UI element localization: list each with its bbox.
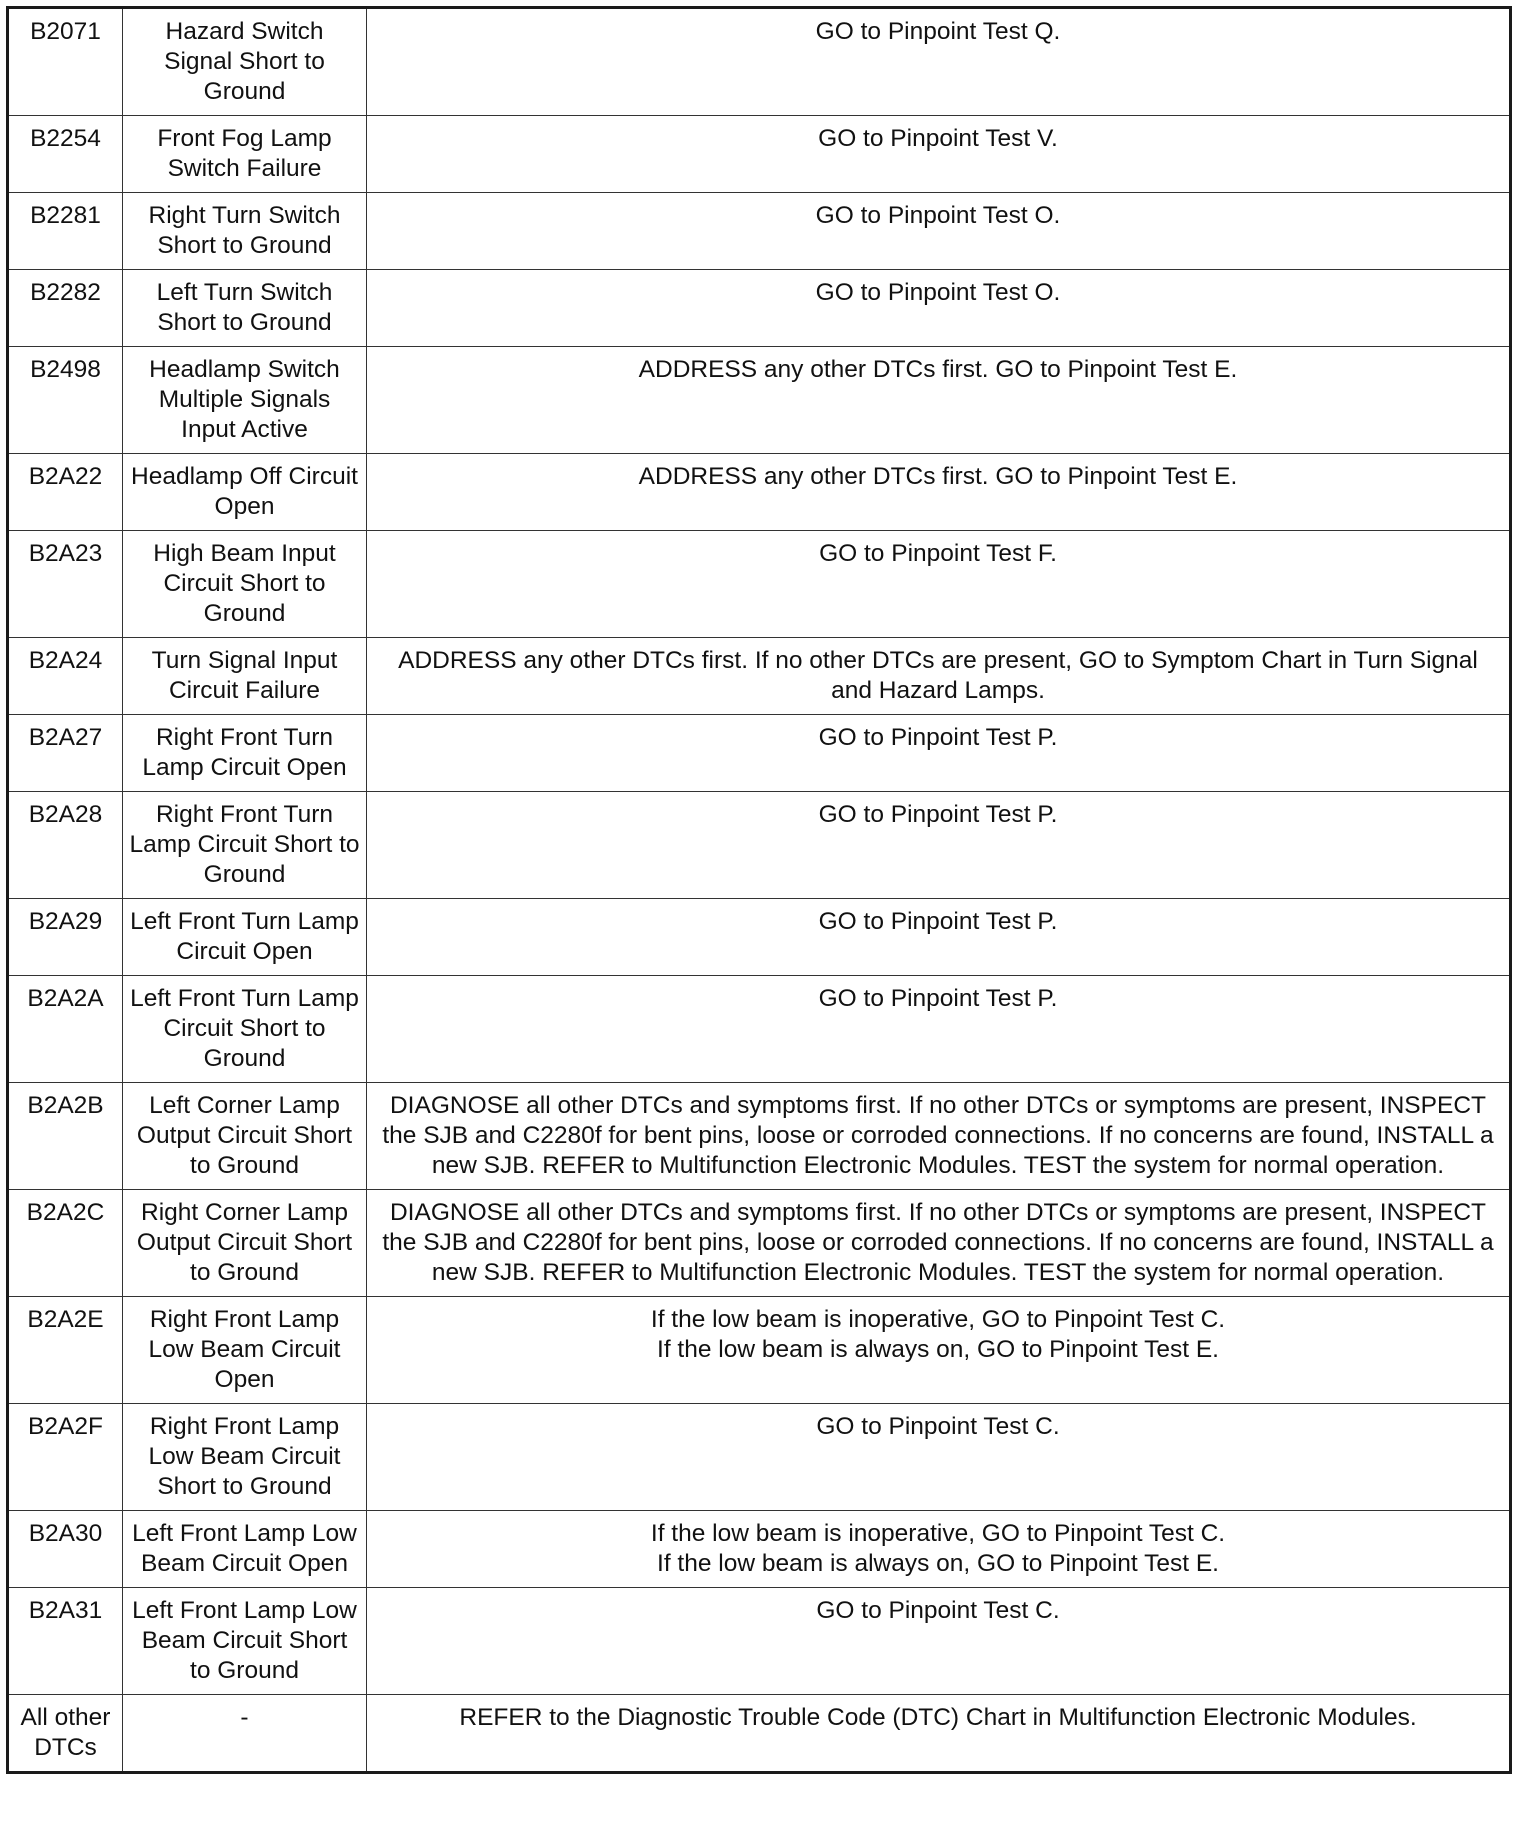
table-row: [8, 1588, 1511, 1695]
table-row: [8, 1404, 1511, 1511]
dtc-code-cell: B2A28: [8, 792, 123, 899]
dtc-action-cell: GO to Pinpoint Test Q.: [367, 8, 1511, 116]
dtc-action-cell: If the low beam is inoperative, GO to Pinpoint Test C. If the low beam is always on, GO to Pinpoint Test E.: [367, 1297, 1511, 1404]
dtc-action-cell: GO to Pinpoint Test P.: [367, 899, 1511, 976]
dtc-action-cell: GO to Pinpoint Test V.: [367, 116, 1511, 193]
dtc-code-cell: B2254: [8, 116, 123, 193]
dtc-code-cell: B2A2E: [8, 1297, 123, 1404]
dtc-table-body: [8, 8, 1511, 1773]
dtc-description-cell: Left Turn Switch Short to Ground: [123, 270, 367, 347]
table-row: [8, 454, 1511, 531]
dtc-action-cell: If the low beam is inoperative, GO to Pinpoint Test C. If the low beam is always on, GO to Pinpoint Test E.: [367, 1511, 1511, 1588]
dtc-description-cell: Left Front Lamp Low Beam Circuit Short to Ground: [123, 1588, 367, 1695]
table-row: [8, 638, 1511, 715]
dtc-action-cell: ADDRESS any other DTCs first. GO to Pinpoint Test E.: [367, 347, 1511, 454]
dtc-code-cell: B2A30: [8, 1511, 123, 1588]
dtc-action-cell: REFER to the Diagnostic Trouble Code (DTC) Chart in Multifunction Electronic Modules.: [367, 1695, 1511, 1773]
dtc-description-cell: Right Front Lamp Low Beam Circuit Open: [123, 1297, 367, 1404]
dtc-description-cell: Headlamp Off Circuit Open: [123, 454, 367, 531]
dtc-action-cell: GO to Pinpoint Test O.: [367, 193, 1511, 270]
dtc-code-cell: B2498: [8, 347, 123, 454]
dtc-action-cell: GO to Pinpoint Test F.: [367, 531, 1511, 638]
dtc-description-cell: Left Front Turn Lamp Circuit Open: [123, 899, 367, 976]
table-row: [8, 1511, 1511, 1588]
dtc-action-cell: GO to Pinpoint Test P.: [367, 976, 1511, 1083]
dtc-code-cell: B2A24: [8, 638, 123, 715]
dtc-code-cell: B2A27: [8, 715, 123, 792]
dtc-description-cell: Turn Signal Input Circuit Failure: [123, 638, 367, 715]
table-row: [8, 531, 1511, 638]
dtc-code-cell: B2A23: [8, 531, 123, 638]
table-row: [8, 715, 1511, 792]
table-row: [8, 976, 1511, 1083]
dtc-action-cell: GO to Pinpoint Test C.: [367, 1588, 1511, 1695]
dtc-action-cell: ADDRESS any other DTCs first. GO to Pinpoint Test E.: [367, 454, 1511, 531]
dtc-code-cell: All other DTCs: [8, 1695, 123, 1773]
dtc-action-cell: GO to Pinpoint Test P.: [367, 715, 1511, 792]
dtc-description-cell: Hazard Switch Signal Short to Ground: [123, 8, 367, 116]
table-row: [8, 193, 1511, 270]
dtc-description-cell: Right Front Lamp Low Beam Circuit Short to Ground: [123, 1404, 367, 1511]
dtc-description-cell: -: [123, 1695, 367, 1773]
dtc-description-cell: High Beam Input Circuit Short to Ground: [123, 531, 367, 638]
dtc-description-cell: Headlamp Switch Multiple Signals Input Active: [123, 347, 367, 454]
dtc-action-cell: GO to Pinpoint Test C.: [367, 1404, 1511, 1511]
table-row: [8, 347, 1511, 454]
table-row: [8, 792, 1511, 899]
dtc-description-cell: Right Front Turn Lamp Circuit Short to Ground: [123, 792, 367, 899]
table-row: [8, 116, 1511, 193]
dtc-description-cell: Front Fog Lamp Switch Failure: [123, 116, 367, 193]
table-row: [8, 1083, 1511, 1190]
dtc-code-cell: B2281: [8, 193, 123, 270]
dtc-code-cell: B2A2C: [8, 1190, 123, 1297]
dtc-description-cell: Right Corner Lamp Output Circuit Short to Ground: [123, 1190, 367, 1297]
dtc-code-cell: B2A2A: [8, 976, 123, 1083]
table-row: [8, 1695, 1511, 1773]
dtc-description-cell: Right Front Turn Lamp Circuit Open: [123, 715, 367, 792]
dtc-code-cell: B2A2F: [8, 1404, 123, 1511]
table-row: [8, 8, 1511, 116]
dtc-code-cell: B2A2B: [8, 1083, 123, 1190]
table-row: [8, 1297, 1511, 1404]
dtc-table: [6, 6, 1512, 1774]
dtc-action-cell: DIAGNOSE all other DTCs and symptoms first. If no other DTCs or symptoms are present, INSPECT the SJB and C2280f for bent pins, loose or corroded connections. If no concerns are found, INSTALL a new SJB. REFER to Multifunction Electronic Modules. TEST the system for normal operation.: [367, 1083, 1511, 1190]
dtc-description-cell: Right Turn Switch Short to Ground: [123, 193, 367, 270]
dtc-code-cell: B2282: [8, 270, 123, 347]
dtc-description-cell: Left Front Turn Lamp Circuit Short to Ground: [123, 976, 367, 1083]
table-row: [8, 899, 1511, 976]
dtc-code-cell: B2A31: [8, 1588, 123, 1695]
dtc-action-cell: DIAGNOSE all other DTCs and symptoms first. If no other DTCs or symptoms are present, INSPECT the SJB and C2280f for bent pins, loose or corroded connections. If no concerns are found, INSTALL a new SJB. REFER to Multifunction Electronic Modules. TEST the system for normal operation.: [367, 1190, 1511, 1297]
dtc-code-cell: B2A22: [8, 454, 123, 531]
dtc-code-cell: B2A29: [8, 899, 123, 976]
dtc-description-cell: Left Front Lamp Low Beam Circuit Open: [123, 1511, 367, 1588]
table-row: [8, 270, 1511, 347]
dtc-action-cell: GO to Pinpoint Test P.: [367, 792, 1511, 899]
dtc-description-cell: Left Corner Lamp Output Circuit Short to Ground: [123, 1083, 367, 1190]
dtc-code-cell: B2071: [8, 8, 123, 116]
table-row: [8, 1190, 1511, 1297]
dtc-action-cell: GO to Pinpoint Test O.: [367, 270, 1511, 347]
dtc-action-cell: ADDRESS any other DTCs first. If no other DTCs are present, GO to Symptom Chart in Turn Signal and Hazard Lamps.: [367, 638, 1511, 715]
